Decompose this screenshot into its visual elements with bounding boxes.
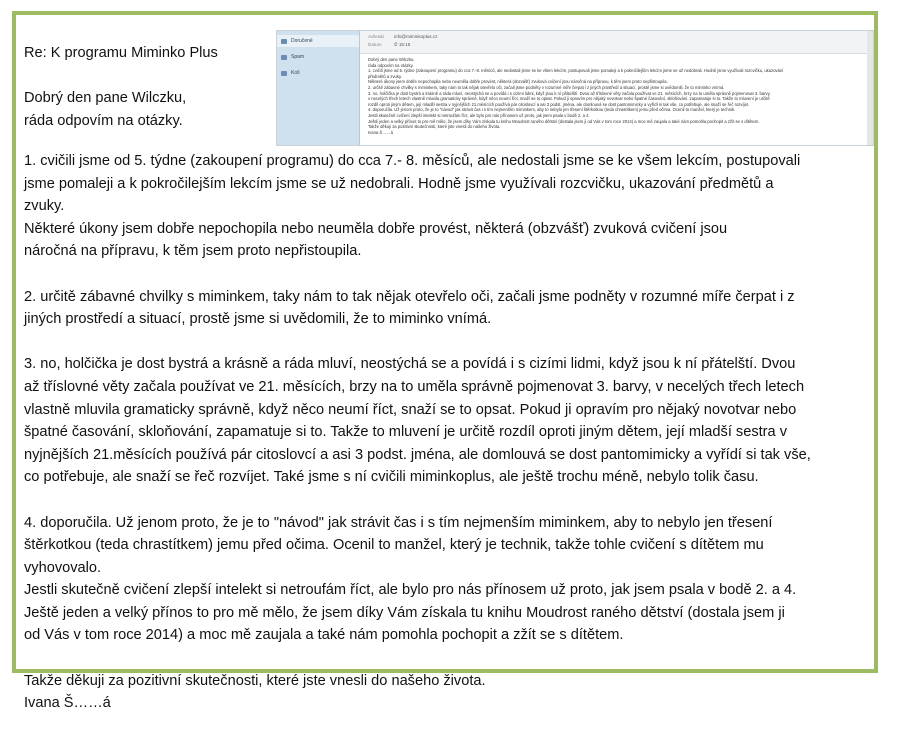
email-line: v necelých třech letech vlastně mluvila gramaticky správně, když něco neumí říct, snaží se to opsat. Pokud ji opravím pro nějaký novotvar nebo špatné časování, skloňování, zapamatuje si to. Takže to mluvení je určitě: [368, 96, 770, 102]
text-line: Takže děkuji za pozitivní skutečnosti, které jste vnesli do našeho života.: [24, 672, 486, 689]
email-line: 3. no, holčička je dost bystrá a krásně a ráda mluví, neostýchá se a povídá i s cizími lidmi, když jsou k ní přátelští. Dvou až tříslovné věty začala používat ve 21. měsících, brzy na to uměla správně pojmenovat 3. barvy,: [368, 90, 771, 96]
email-line: Jestli skutečně cvičení zlepší intelekt si netroufám říct, ale bylo pro nás přínosem už proto, jak jsem psala v bodě 2. a 4.: [368, 112, 590, 118]
text-line: vlastně mluvila gramaticky správně, když něco neumí říct, snaží se to opsat. Pokud ji opravím pro nějaký novotvar nebo: [24, 401, 797, 418]
trash-icon: [281, 71, 287, 76]
spam-icon: [281, 55, 287, 60]
sidebar-item-spam: [281, 51, 359, 63]
text-line: od Vás v tom roce 2014) a moc mě zaujala a také nám pomohla pochopit a zžít se s dítětem.: [24, 627, 624, 644]
letter-subject: Re: K programu Miminko Plus: [24, 45, 218, 61]
text-line: 3. no, holčička je dost bystrá a krásně a ráda mluví, neostýchá se a povídá i s cizími lidmi, když jsou k ní přátelští. Dvou: [24, 356, 796, 373]
email-main: [360, 31, 873, 145]
text-line: Jestli skutečně cvičení zlepší intelekt si netroufám říct, ale bylo pro nás přínosem už proto, jak jsem psala v bodě 2. a 4.: [24, 582, 797, 599]
email-line: Některé úkony jsem dobře nepochopila nebo neuměla dobře provést, některá (obzvášť) zvuková cvičení jsou náročná na přípravu, k těm jsem proto nepřistoupila.: [368, 79, 668, 85]
email-line: Dobrý den pane Wilczku,: [368, 57, 415, 62]
letter-body: [24, 150, 870, 737]
email-line: Takže děkuji za pozitivní skutečnosti, které jste vnesli do našeho života.: [368, 124, 501, 130]
email-line: 1. cvičili jsme od 5. týdne (zakoupení programu) do cca 7.-8. měsíců, ale nedostali jsme se ke všem lekcím, postupovali jsme pomaleji a k pokročilejším lekcím jsme se už nedobrali. Hodně jsme využívali rozcvičku, ukazování: [368, 68, 784, 74]
text-line: 4. doporučila. Už jenom proto, že je to "návod" jak strávit čas i s tím nejmenším miminkem, aby to nebylo jen třesení: [24, 514, 773, 531]
email-screenshot: [276, 30, 874, 146]
email-line: předmětů a zvuky.: [368, 73, 402, 79]
greeting-line: Dobrý den pane Wilczku,: [24, 90, 187, 107]
text-line: co potřebuje, ale snaží se řeč rozvíjet. Také jsme s ní cvičili miminkoplus, ale ještě trochu méně, nebylo tolik času.: [24, 469, 759, 486]
text-line: náročná na přípravu, k těm jsem proto nepřistoupila.: [24, 243, 362, 260]
answer-paragraph-3: [24, 353, 870, 489]
email-sidebar: [277, 31, 360, 145]
meta-date: [368, 42, 410, 47]
text-line: špatné časování, skloňování, zapamatuje si to. Takže to mluvení je určitě rozdíl oproti jiným dětem, její mladší sestra v: [24, 424, 788, 441]
text-line: nyjnějších 21.měsících používá pár citoslovcí a asi 3 podst. jména, ale domlouvá se dost pantomimicky a vyřídí si tak vše,: [24, 446, 811, 463]
answer-paragraph-4: [24, 512, 870, 648]
meta-recipient: [368, 34, 437, 39]
meta-value: info@miminkoplus.cz: [394, 34, 438, 39]
text-line: 1. cvičili jsme od 5. týdne (zakoupení programu) do cca 7.- 8. měsíců, ale nedostali jsme se ke všem lekcím, postupovali: [24, 153, 801, 169]
answer-paragraph-1: [24, 150, 870, 263]
email-line: 4. doporučila. Už jenom proto, že je to "návod" jak strávit čas i s tím nejmenším miminkem, aby to nebylo jen třesení štěrkotkou (teda chrastítkem) jemu před očima. Ocenil to manžel, který je technik.: [368, 107, 736, 113]
text-line: jsme pomaleji a k pokročilejším lekcím jsme se už nedobrali. Hodně jsme využívali rozcvičku, ukazování předmětů a: [24, 175, 774, 192]
letter-header: [24, 42, 218, 132]
meta-value: ⏱ 15:15: [394, 42, 411, 47]
email-meta: [360, 31, 873, 54]
email-line: Ještě jeden a velký přínos to pro mě mělo, že jsem díky Vám získala tu knihu Moudrost raného dětství (dostala jsem ji od Vás v tom roce 2014) a moc mě zaujala a také nám pomohla pochopit a zžít se s dítětem.: [368, 118, 760, 124]
text-line: až tříslovné věty začala používat ve 21. měsících, brzy na to uměla správně pojmenovat 3. barvy, v necelých třech letech: [24, 378, 805, 395]
closing-paragraph: [24, 670, 870, 715]
text-line: vyhovovalo.: [24, 559, 102, 576]
email-line: rozdíl oproti jiným dětem, její mladší sestra v nyjnějších 21.měsících používá pár citoslovcí a asi 3 podst. jména, ale domlouvá se dost pantomimicky a vyřídí si tak vše, co potřebuje, ale snaží se řeč rozvíjet.: [368, 101, 750, 107]
text-line: Některé úkony jsem dobře nepochopila nebo neuměla dobře provést, některá (obzvášť) zvuková cvičení jsou: [24, 220, 728, 237]
email-body: [368, 57, 867, 135]
answer-paragraph-2: [24, 286, 870, 331]
sidebar-item-label: Koš: [291, 70, 300, 76]
signature: Ivana Š……á: [24, 695, 111, 712]
sidebar-item-trash: [281, 67, 359, 79]
text-line: 2. určitě zábavné chvilky s miminkem, taky nám to tak nějak otevřelo oči, začali jsme podněty v rozumné míře čerpat i z: [24, 288, 795, 305]
text-line: zvuky.: [24, 198, 65, 215]
inbox-icon: [281, 39, 287, 44]
email-line: 2. určitě zábavné chvilky s miminkem, taky nám to tak nějak otevřelo oči, začali jsme podněty v rozumné míře čerpat i z jiných prostředí a situací, prostě jsme si uvědomili, že to miminko vnímá.: [368, 84, 725, 90]
meta-label: Adresát: [368, 34, 384, 39]
sidebar-item-inbox: [277, 35, 359, 47]
email-line: Ivana Š……á: [368, 129, 393, 135]
email-line: ráda odpovím na otázky.: [368, 62, 414, 68]
text-line: Ještě jeden a velký přínos to pro mě mělo, že jsem díky Vám získala tu knihu Moudrost raného dětství (dostala jsem ji: [24, 604, 785, 621]
text-line: jiných prostředí a situací, prostě jsme si uvědomili, že to miminko vnímá.: [24, 311, 492, 328]
sidebar-item-label: Doručené: [291, 38, 313, 44]
greeting-line: ráda odpovím na otázky.: [24, 112, 183, 129]
meta-label: Datum: [368, 42, 382, 47]
sidebar-item-label: Spam: [291, 54, 305, 60]
email-scrollbar: [867, 31, 873, 145]
text-line: štěrkotkou (teda chrastítkem) jemu před očima. Ocenil to manžel, který je technik, takže tohle cvičení s dítětem mu: [24, 537, 764, 554]
